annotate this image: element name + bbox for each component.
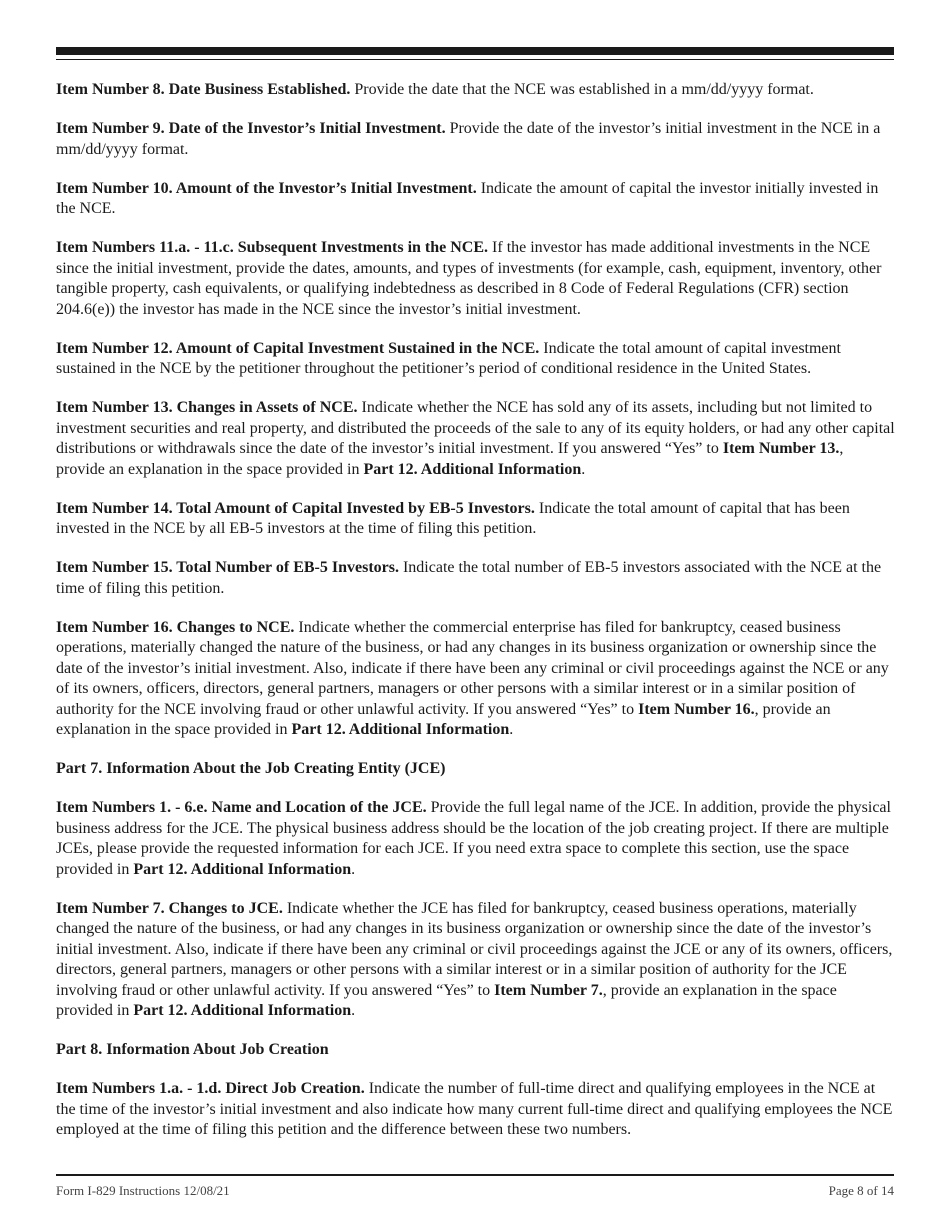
instruction-paragraph (56, 499, 896, 540)
body-text: Indicate the total number of EB-5 investors associated with the NCE at the time of filing this petition. (56, 559, 882, 597)
header-thin-rule (56, 59, 894, 60)
bold-text: Part 12. Additional Information (133, 860, 352, 878)
body-text: . (351, 860, 356, 878)
bold-text: Item Number 16. Changes to NCE. (56, 618, 295, 636)
body-text: Indicate whether the NCE has sold any of its assets, including but not limited to investment securities and real property, and distributed the proceeds of the sale to any of its equity holders, or had any other capital distributions or withdrawals since the date of the investor’s initial investment. If you answered “Yes” to (56, 399, 895, 457)
section-heading: Part 7. Information About the Job Creating Entity (JCE) (56, 760, 446, 777)
bold-text: Item Number 15. Total Number of EB-5 Investors. (56, 559, 399, 576)
instruction-paragraph (56, 119, 896, 160)
instructions-body (56, 80, 896, 1159)
instruction-paragraph (56, 1079, 896, 1141)
instruction-paragraph (56, 80, 896, 101)
body-text: , provide an explanation in the space provided in (56, 700, 831, 738)
bold-text: Part 12. Additional Information (291, 721, 510, 738)
body-text: Indicate the amount of capital the investor initially invested in the NCE. (56, 179, 879, 217)
footer-rule (56, 1174, 894, 1176)
bold-text: Item Numbers 1. - 6.e. Name and Location of the JCE. (56, 799, 427, 816)
bold-text: Item Number 10. Amount of the Investor’s Initial Investment. (56, 179, 477, 197)
bold-text: Item Number 16. (638, 700, 755, 718)
instruction-paragraph (56, 899, 896, 1022)
instruction-paragraph (56, 618, 896, 741)
bold-text: Part 12. Additional Information (133, 1002, 352, 1019)
bold-text: Item Numbers 11.a. - 11.c. Subsequent Investments in the NCE. (56, 239, 489, 256)
bold-text: Item Number 7. Changes to JCE. (56, 899, 283, 917)
bold-text: Item Number 8. Date Business Established. (56, 81, 351, 98)
body-text: . (581, 460, 586, 478)
instruction-paragraph (56, 179, 896, 220)
body-text: Indicate the total amount of capital that has been invested in the NCE by all EB-5 investors at the time of filing this petition. (56, 499, 850, 537)
header-thick-rule (56, 47, 894, 55)
body-text: . (509, 721, 514, 738)
bold-text: Item Number 13. (722, 440, 840, 457)
bold-text: Item Number 13. Changes in Assets of NCE. (56, 399, 358, 416)
instruction-paragraph (56, 798, 896, 880)
bold-text: Item Number 7. (494, 981, 603, 999)
body-text: Provide the date that the NCE was established in a mm/dd/yyyy format. (350, 81, 814, 98)
instruction-paragraph (56, 558, 896, 599)
body-text: . (351, 1002, 356, 1019)
body-text: , provide an explanation in the space provided in (56, 440, 844, 478)
body-text: If the investor has made additional investments in the NCE since the initial investment, provide the dates, amounts, and types of investments (for example, cash, equipment, inventory, other tangible property, cash equivalents, or qualifying indebtedness as described in 8 Code of Federal Regulations (CFR) section 204.6(e)) the investor has made in the NCE since the investor’s initial investment. (56, 239, 882, 318)
section-heading: Part 8. Information About Job Creation (56, 1041, 329, 1058)
bold-text: Item Number 12. Amount of Capital Investment Sustained in the NCE. (56, 339, 540, 357)
bold-text: Item Number 9. Date of the Investor’s Initial Investment. (56, 120, 446, 137)
body-text: Indicate whether the commercial enterprise has filed for bankruptcy, ceased business operations, materially changed the nature of the business, or had any changes in its business organization or ownership since the date of the investor’s initial investment. Also, indicate if there have been any criminal or civil proceedings against the NCE or any of its owners, officers, directors, general partners, managers or other persons with a similar interest or in a similar position of authority for the NCE involving fraud or other unlawful activity. If you answered “Yes” to (56, 618, 889, 718)
body-text: Indicate whether the JCE has filed for bankruptcy, ceased business operations, materially changed the nature of the business, or had any changes in its business organization or ownership since the date of the investor’s initial investment. Also, indicate if there have been any criminal or civil proceedings against the JCE or any of its owners, officers, directors, general partners, managers or other persons with a similar interest or in a similar position of authority for the JCE involving fraud or other unlawful activity. If you answered “Yes” to (56, 899, 893, 999)
body-text: Provide the date of the investor’s initial investment in the NCE in a mm/dd/yyyy format. (56, 120, 881, 158)
body-text: , provide an explanation in the space provided in (56, 981, 837, 1019)
body-text: Indicate the number of full-time direct and qualifying employees in the NCE at the time of the investor’s initial investment and also indicate how many current full-time direct and qualifying employees the NCE employed at the time of filing this petition and the difference between these two numbers. (56, 1080, 893, 1138)
instruction-paragraph (56, 339, 896, 380)
bold-text: Item Numbers 1.a. - 1.d. Direct Job Creation. (56, 1080, 365, 1097)
body-text: Provide the full legal name of the JCE. In addition, provide the physical business address for the JCE. The physical business address should be the location of the job creating project. If there are multiple JCEs, please provide the requested information for each JCE. If you need extra space to complete this section, use the space provided in (56, 799, 891, 878)
footer-page-number: Page 8 of 14 (828, 1183, 894, 1198)
instruction-paragraph (56, 238, 896, 320)
bold-text: Part 12. Additional Information (363, 460, 582, 478)
bold-text: Item Number 14. Total Amount of Capital Invested by EB-5 Investors. (56, 499, 535, 517)
footer-form-label: Form I-829 Instructions 12/08/21 (56, 1183, 230, 1198)
instruction-paragraph (56, 398, 896, 480)
body-text: Indicate the total amount of capital investment sustained in the NCE by the petitioner throughout the petitioner’s period of conditional residence in the United States. (56, 339, 841, 377)
